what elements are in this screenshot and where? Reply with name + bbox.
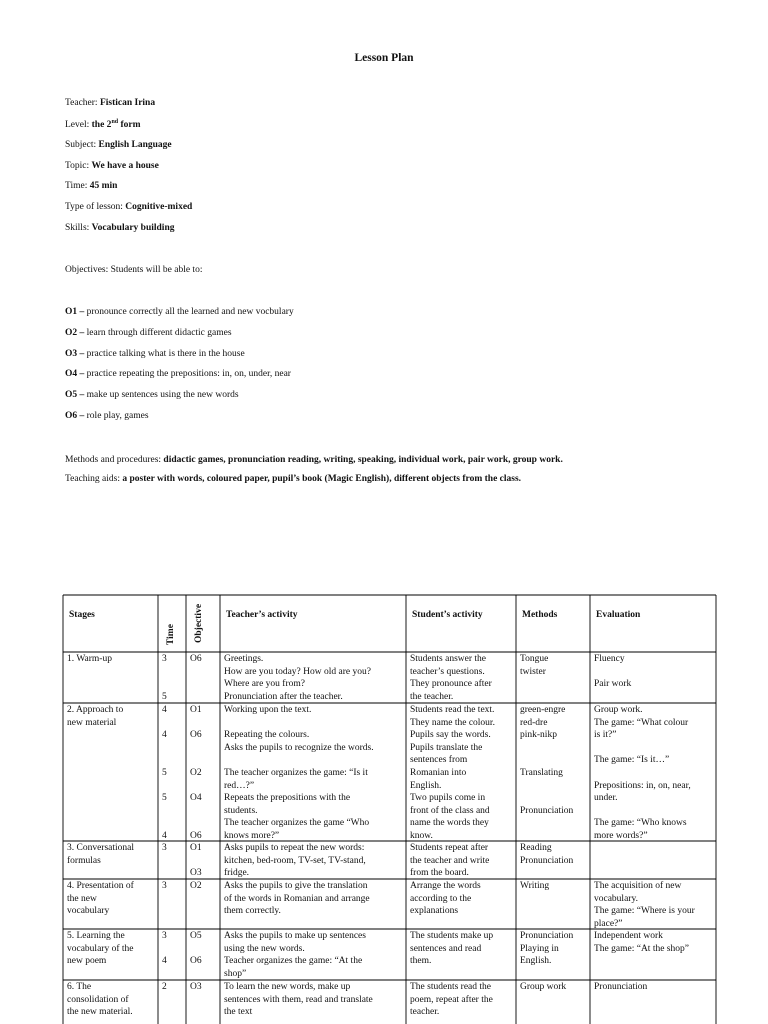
evaluation-cell-line: The game: “Where is your <box>594 906 695 917</box>
student-activity-cell-line: sentences and read <box>410 943 482 954</box>
evaluation-cell-line: Independent work <box>594 931 663 941</box>
student-activity-cell-line: front of the class and <box>410 805 490 816</box>
student-activity-cell-line: They pronounce after <box>410 679 492 690</box>
time-cell: 5 <box>162 768 167 778</box>
objective-cell: O1 <box>190 705 202 715</box>
teacher-activity-cell-line: Asks the pupils to give the translation <box>224 881 368 891</box>
evaluation-cell-line: vocabulary. <box>594 893 638 904</box>
info-label: Time: <box>65 181 90 191</box>
student-activity-cell <box>410 930 493 968</box>
evaluation-cell-line: The game: “Who knows <box>594 818 687 829</box>
evaluation-cell-line: Prepositions: in, on, near, <box>594 780 691 791</box>
time-cell: 4 <box>162 730 167 741</box>
teacher-activity-cell-line: Where are you from? <box>224 679 305 690</box>
teacher-activity-cell-line: kitchen, bed-room, TV-set, TV-stand, <box>224 855 366 866</box>
objective-code: O3 – <box>65 348 85 359</box>
objective-cell: O3 <box>190 982 202 992</box>
objectives-intro: Objectives: Students will be able to: <box>65 265 203 275</box>
teacher-activity-cell-line: red…?” <box>224 780 255 791</box>
methods-cell-line: Playing in <box>520 943 559 954</box>
methods-cell <box>520 842 573 867</box>
teacher-activity-cell-line: Asks the pupils to make up sentences <box>224 931 366 941</box>
stage-cell-line: 1. Warm-up <box>67 654 112 664</box>
student-activity-cell-line: them. <box>410 956 432 967</box>
time-cell: 4 <box>162 831 167 841</box>
objective-text: practice repeating the prepositions: in, on, under, near <box>84 369 291 380</box>
teacher-activity-cell-line: of the words in Romanian and arrange <box>224 893 370 904</box>
objective-code: O4 – <box>65 369 85 380</box>
header-objective: Objective <box>194 603 204 643</box>
methods-cell <box>520 930 573 968</box>
evaluation-cell-line: The game: “At the shop” <box>594 943 689 954</box>
methods-cell-line <box>520 792 573 805</box>
time-cell: 4 <box>162 705 167 715</box>
teacher-activity-cell <box>224 842 366 880</box>
methods-cell-line: Translating <box>520 767 563 778</box>
evaluation-cell-line: The game: “Is it…” <box>594 755 670 766</box>
stage-cell-line: formulas <box>67 855 101 866</box>
teacher-activity-cell <box>224 981 373 1019</box>
aids-value: a poster with words, coloured paper, pupil’s book (Magic English), different objects from the class. <box>122 474 522 484</box>
student-activity-cell <box>410 704 495 843</box>
info-label: Teacher: <box>65 98 100 108</box>
methods-cell <box>520 653 548 678</box>
student-activity-cell-line: Pupils translate the <box>410 742 483 753</box>
student-activity-cell <box>410 842 489 880</box>
teacher-activity-cell-line: Working upon the text. <box>224 705 312 715</box>
stage-cell-line: the new <box>67 893 97 904</box>
methods-cell-line: pink-nikp <box>520 730 557 741</box>
teacher-activity-cell-line: students. <box>224 805 258 816</box>
evaluation-cell-line <box>594 742 691 755</box>
methods-cell-line <box>520 780 573 793</box>
header-student-s-activity: Student’s activity <box>412 610 483 620</box>
time-cell: 5 <box>162 691 167 702</box>
student-activity-cell-line: Students read the text. <box>410 705 495 715</box>
evaluation-cell-line: Pair work <box>594 679 632 690</box>
teacher-activity-cell-line: them correctly. <box>224 906 281 917</box>
student-activity-cell <box>410 981 493 1019</box>
header-stages: Stages <box>69 610 95 620</box>
teacher-activity-cell-line: Asks pupils to repeat the new words: <box>224 843 365 853</box>
teacher-activity-cell-line: To learn the new words, make up <box>224 982 351 992</box>
stage-cell-line: the new material. <box>67 1007 133 1018</box>
student-activity-cell-line: the teacher. <box>410 691 454 702</box>
teacher-activity-cell-line: shop” <box>224 968 247 979</box>
info-label: Level: <box>65 120 92 131</box>
student-activity-cell-line: according to the <box>410 893 472 904</box>
methods-cell-line: Pronunciation <box>520 931 574 941</box>
objective-cell: O6 <box>190 730 202 741</box>
stage-cell-line: 6. The <box>67 982 92 992</box>
teacher-activity-cell-line: How are you today? How old are you? <box>224 666 371 677</box>
student-activity-cell-line: They name the colour. <box>410 717 495 728</box>
objective-text: pronounce correctly all the learned and new vocbulary <box>84 307 294 317</box>
student-activity-cell-line: the teacher and write <box>410 855 490 866</box>
info-label: Skills: <box>65 223 92 233</box>
student-activity-cell-line: from the board. <box>410 868 469 879</box>
info-value: 45 min <box>89 181 118 191</box>
student-activity-cell-line: Pupils say the words. <box>410 730 491 741</box>
student-activity-cell <box>410 880 481 918</box>
student-activity-cell-line: teacher’s questions. <box>410 666 485 677</box>
evaluation-cell-line: Group work. <box>594 705 643 715</box>
stage-cell <box>67 981 133 1019</box>
objective-cell: O2 <box>190 768 202 778</box>
stage-cell-line: 4. Presentation of <box>67 881 134 891</box>
info-value: We have a house <box>91 161 159 171</box>
time-cell: 3 <box>162 881 167 891</box>
objective-cell: O3 <box>190 868 202 879</box>
stage-cell-line: consolidation of <box>67 994 129 1005</box>
evaluation-cell-line <box>594 666 631 679</box>
evaluation-cell-line <box>594 805 691 818</box>
student-activity-cell-line: poem, repeat after the <box>410 994 493 1005</box>
time-cell: 3 <box>162 843 167 853</box>
teacher-activity-cell <box>224 930 366 980</box>
info-value: Vocabulary building <box>91 223 175 233</box>
teacher-activity-cell-line: Teacher organizes the game: “At the <box>224 956 363 967</box>
evaluation-cell-line: Fluency <box>594 654 625 664</box>
evaluation-cell-line: is it?” <box>594 730 617 741</box>
info-value: the 2 <box>91 120 112 131</box>
evaluation-cell-line: The acquisition of new <box>594 881 682 891</box>
aids-label: Teaching aids: <box>65 474 123 484</box>
methods-cell <box>520 880 549 893</box>
header-evaluation: Evaluation <box>596 610 641 620</box>
stage-cell-line: new material <box>67 717 117 728</box>
teacher-activity-cell-line: Pronunciation after the teacher. <box>224 691 343 702</box>
time-cell: 5 <box>162 793 167 804</box>
evaluation-cell-line: more words?” <box>594 830 648 841</box>
student-activity-cell <box>410 653 492 703</box>
objective-cell: O6 <box>190 956 202 967</box>
teacher-activity-cell <box>224 704 374 843</box>
student-activity-cell-line: Two pupils come in <box>410 793 486 804</box>
teacher-activity-cell <box>224 653 371 703</box>
student-activity-cell-line: The students make up <box>410 931 494 941</box>
header-time: Time <box>166 624 176 645</box>
methods-cell-line: Writing <box>520 881 550 891</box>
teacher-activity-cell-line: Asks the pupils to recognize the words. <box>224 742 374 753</box>
objective-cell: O5 <box>190 931 202 941</box>
stage-cell <box>67 704 123 729</box>
methods-cell-line <box>520 754 573 767</box>
methods-cell-line: Pronunciation <box>520 855 574 866</box>
header-teacher-s-activity: Teacher’s activity <box>226 610 298 620</box>
student-activity-cell-line: Students repeat after <box>410 843 489 853</box>
info-label: Type of lesson: <box>65 202 126 212</box>
methods-cell-line: Pronunciation <box>520 805 574 816</box>
stage-cell <box>67 930 133 968</box>
evaluation-cell-line: place?” <box>594 918 623 929</box>
info-value-suffix: form <box>118 120 141 131</box>
methods-cell-line: English. <box>520 956 552 967</box>
student-activity-cell-line: name the words they <box>410 818 489 829</box>
student-activity-cell-line: Arrange the words <box>410 881 481 891</box>
evaluation-cell <box>594 981 647 994</box>
stage-cell-line: 2. Approach to <box>67 705 124 715</box>
methods-cell-line: green-engre <box>520 705 566 715</box>
info-value: Cognitive-mixed <box>125 202 193 212</box>
time-cell: 2 <box>162 982 167 992</box>
evaluation-cell-line: under. <box>594 793 618 804</box>
teacher-activity-cell-line: The teacher organizes the game “Who <box>224 818 370 829</box>
stage-cell-line: vocabulary of the <box>67 943 134 954</box>
evaluation-cell-line <box>594 767 691 780</box>
methods-cell-line: twister <box>520 666 546 677</box>
stage-cell-line: 3. Conversational <box>67 843 135 853</box>
objective-cell: O2 <box>190 881 202 891</box>
teacher-activity-cell-line: using the new words. <box>224 943 305 954</box>
objective-code: O5 – <box>65 390 85 401</box>
objective-code: O2 – <box>65 327 85 338</box>
teacher-activity-cell-line: Repeating the colours. <box>224 730 310 741</box>
stage-cell-line: 5. Learning the <box>67 931 125 941</box>
objective-cell: O6 <box>190 831 202 841</box>
objective-text: make up sentences using the new words <box>84 390 239 401</box>
student-activity-cell-line: explanations <box>410 906 459 917</box>
student-activity-cell-line: Romanian into <box>410 767 467 778</box>
teacher-activity-cell-line: The teacher organizes the game: “Is it <box>224 767 368 778</box>
evaluation-cell <box>594 704 691 843</box>
methods-label: Methods and procedures: <box>65 455 164 465</box>
time-cell: 4 <box>162 956 167 967</box>
page-title: Lesson Plan <box>354 52 414 64</box>
student-activity-cell-line: English. <box>410 780 442 791</box>
time-cell: 3 <box>162 931 167 941</box>
student-activity-cell-line: teacher. <box>410 1007 440 1018</box>
student-activity-cell-line: The students read the <box>410 982 491 992</box>
objective-code: O6 – <box>65 411 85 421</box>
methods-cell-line: Reading <box>520 843 552 853</box>
stage-cell <box>67 880 134 918</box>
objective-cell: O1 <box>190 843 202 853</box>
evaluation-cell <box>594 930 689 955</box>
objective-code: O1 – <box>65 307 85 317</box>
teacher-activity-cell-line <box>224 754 374 767</box>
methods-value: didactic games, pronunciation reading, writing, speaking, individual work, pair work, group work. <box>163 455 563 465</box>
stage-cell-line: vocabulary <box>67 906 110 917</box>
teacher-activity-cell-line: the text <box>224 1007 253 1018</box>
info-label: Subject: <box>65 140 99 150</box>
info-superscript: nd <box>111 119 119 125</box>
stage-cell-line: new poem <box>67 956 107 967</box>
methods-cell-line: Tongue <box>520 654 549 664</box>
evaluation-cell-line: The game: “What colour <box>594 717 689 728</box>
methods-cell-line: red-dre <box>520 717 548 728</box>
methods-cell <box>520 704 573 817</box>
evaluation-cell <box>594 653 631 691</box>
objective-cell: O6 <box>190 654 202 664</box>
objective-text: learn through different didactic games <box>84 327 232 338</box>
teacher-activity-cell-line: Greetings. <box>224 654 264 664</box>
teacher-activity-cell-line: knows more?” <box>224 830 280 841</box>
teacher-activity-cell-line: fridge. <box>224 868 250 879</box>
evaluation-cell-line: Pronunciation <box>594 982 648 992</box>
teacher-activity-cell-line: Repeats the prepositions with the <box>224 793 351 804</box>
objective-text: role play, games <box>84 411 149 421</box>
student-activity-cell-line: know. <box>410 830 433 841</box>
info-value: English Language <box>98 140 172 150</box>
teacher-activity-cell <box>224 880 370 918</box>
stage-cell <box>67 842 134 867</box>
teacher-activity-cell-line <box>224 717 374 730</box>
evaluation-cell <box>594 880 695 930</box>
info-value: Fistican Irina <box>99 98 156 108</box>
info-label: Topic: <box>65 161 92 171</box>
methods-cell-line: Group work <box>520 982 567 992</box>
time-cell: 3 <box>162 654 167 664</box>
stage-cell <box>67 653 112 666</box>
methods-cell-line <box>520 742 573 755</box>
methods-cell <box>520 981 566 994</box>
student-activity-cell-line: sentences from <box>410 755 468 766</box>
header-methods: Methods <box>522 610 558 620</box>
teacher-activity-cell-line: sentences with them, read and translate <box>224 994 373 1005</box>
objective-text: practice talking what is there in the house <box>84 348 245 359</box>
objective-cell: O4 <box>190 793 202 804</box>
student-activity-cell-line: Students answer the <box>410 654 486 664</box>
